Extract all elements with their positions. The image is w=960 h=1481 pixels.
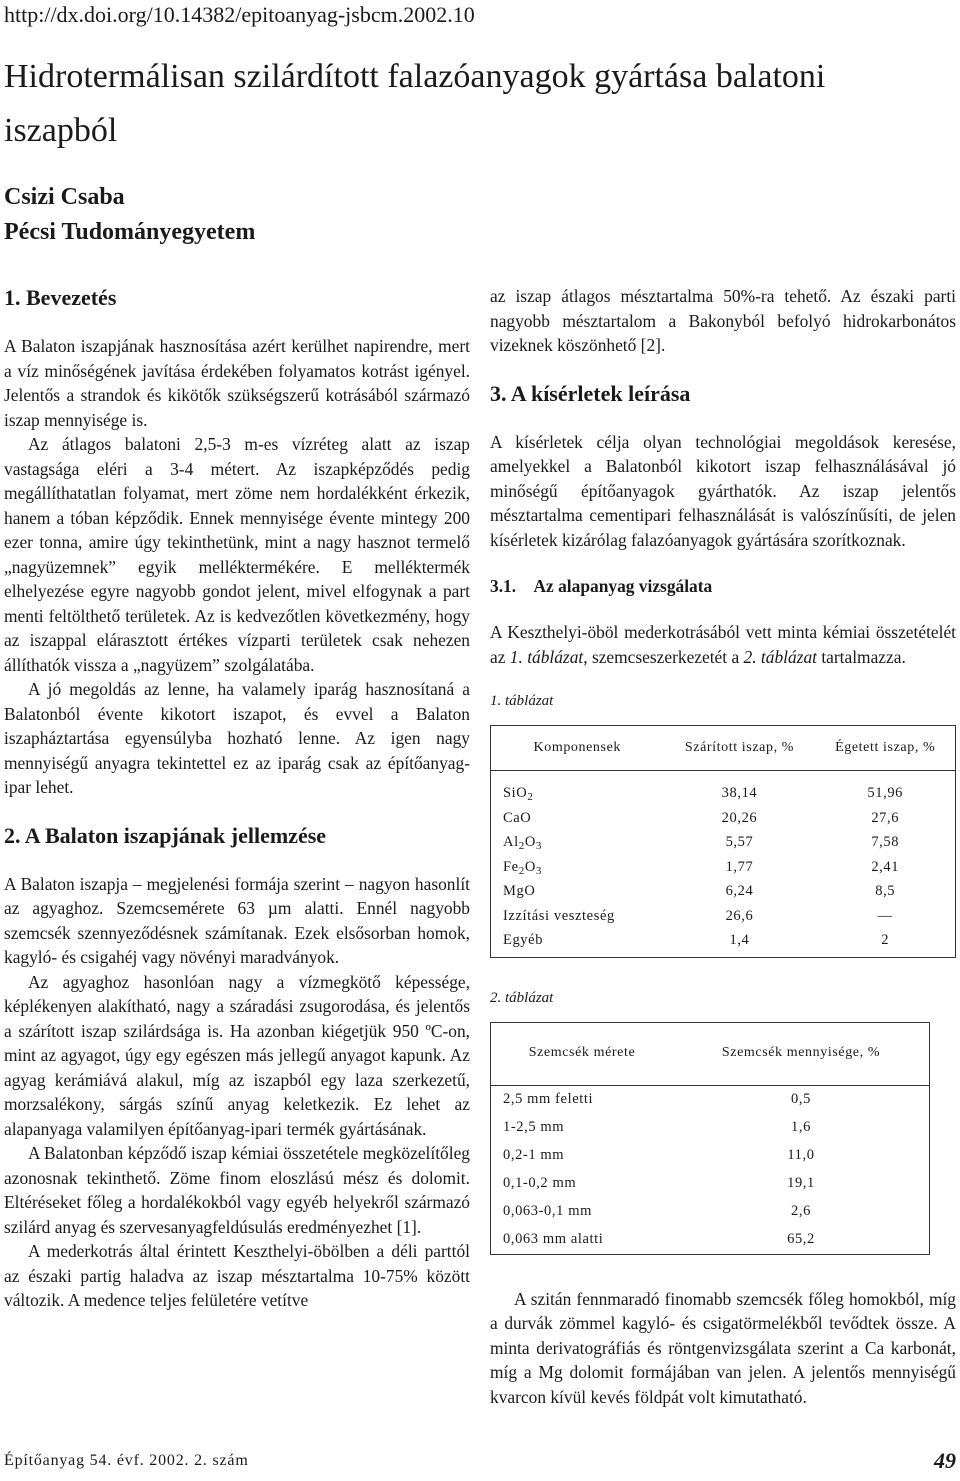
dried-value-cell: 20,26	[721, 809, 758, 826]
paragraph: A jó megoldás az lenne, ha valamely iparág hasznosítaná a Balatonból évente kikotort iszapot, és evvel a Balaton iszapháztartása egyensúlyba hozható lenne. Az igen nagy mennyiségű anyagra tekintettel ez az iparág csak az építőanyag-ipar lehet.	[4, 679, 470, 797]
table-row	[491, 1085, 930, 1114]
right-column	[490, 284, 956, 1409]
fired-value-cell: 51,96	[815, 771, 955, 806]
section-heading-characterization: 2. A Balaton iszapjának jellemzése	[4, 822, 327, 848]
section-heading-introduction: 1. Bevezetés	[4, 285, 117, 310]
fired-value-cell: 27,6	[815, 806, 955, 831]
page-number: 49	[934, 1448, 956, 1473]
table-row	[491, 1142, 930, 1170]
paragraph: A Balaton iszapja – megjelenési formája szerint – nagyon hasonlít az agyaghoz. Szemcsemérete 63 µm alatti. Ennél nagyobb szemcsék szennyeződésnek számítanak. Ezek elsősorban homok, kagyló- és csigahéj vagy növényi maradványok.	[4, 873, 470, 967]
table-row	[491, 771, 956, 806]
table-row	[491, 928, 956, 957]
size-cell: 0,063-0,1 mm	[491, 1198, 673, 1226]
table-row	[491, 904, 956, 929]
doi-link[interactable]: http://dx.doi.org/10.14382/epitoanyag-jsbcm.2002.10	[4, 2, 475, 27]
amount-cell: 1,6	[673, 1114, 930, 1142]
dried-value-cell: 1,77	[725, 858, 754, 875]
table-header: Égetett iszap, %	[815, 726, 955, 771]
dried-value-cell: 1,4	[664, 928, 816, 957]
table-row	[491, 879, 956, 904]
subsection-heading-raw-material	[490, 574, 956, 598]
article-title: Hidrotermálisan szilárdított falazóanyagok gyártása balatoni iszapból	[4, 58, 826, 149]
chemical-composition-table	[490, 725, 956, 958]
author-name: Csizi Csaba	[4, 184, 125, 210]
size-cell: 2,5 mm feletti	[491, 1085, 673, 1114]
fired-value-cell: 8,5	[815, 879, 955, 904]
table-reference: 1. táblázat,	[509, 646, 588, 667]
size-cell: 1-2,5 mm	[491, 1114, 673, 1142]
amount-cell: 19,1	[673, 1170, 930, 1198]
size-cell: 0,2-1 mm	[491, 1142, 673, 1170]
table-row	[491, 1198, 930, 1226]
paragraph: A kísérletek célja olyan technológiai megoldások keresése, amelyekkel a Balatonból kikotort iszap felhasználásával jó minőségű építőanyagok gyárthatók. Az iszap jelentős mésztartalma cementipari felhasználását is valószínűsíti, de jelen kísérletek kizárólag falazóanyagok gyártására szorítkoznak.	[490, 431, 956, 550]
section-heading-experiments: 3. A kísérletek leírása	[490, 380, 691, 406]
paragraph: A mederkotrás által érintett Keszthelyi-öbölben a déli parttól az északi partig haladva az iszap mésztartalma 10-75% között változik. A medence teljes felületére vetítve	[4, 1241, 470, 1310]
dried-value-cell: 26,6	[725, 907, 754, 924]
dried-value-cell: 6,24	[725, 883, 754, 899]
table-reference: 2. táblázat	[743, 646, 817, 667]
table-header: Szemcsék mérete	[491, 1022, 673, 1085]
subsection-number: 3.1.	[490, 576, 517, 596]
table-row	[491, 855, 956, 880]
table-row	[491, 1114, 930, 1142]
fired-value-cell: 7,58	[815, 830, 955, 855]
size-cell: 0,1-0,2 mm	[491, 1170, 673, 1198]
component-cell: $Fe_2O_3$	[491, 855, 664, 880]
subsection-title: Az alapanyag vizsgálata	[533, 576, 713, 596]
text-run: tartalmazza.	[816, 646, 906, 667]
text-run: A Keszthelyi-öböl mederkotrásából vett minta kémiai összetételét az	[490, 622, 956, 667]
author-affiliation: Pécsi Tudományegyetem	[4, 219, 256, 245]
dried-value-cell: 5,57	[725, 834, 754, 850]
size-cell: 0,063 mm alatti	[491, 1226, 673, 1255]
paragraph: A Balaton iszapjának hasznosítása azért kerülhet napirendre, mert a víz minőségének javítása érdekében folyamatos kotrást igényel. Jelentős a strandok és kikötők szükségszerű kotrásából származó iszap mennyisége is.	[4, 336, 470, 430]
paragraph: Az átlagos balatoni 2,5-3 m-es vízréteg alatt az iszap vastagsága eléri a 3-4 métert. Az iszapképződés pedig megállíthatatlan folyamat, mert zöme nem hordalékként érkezik, hanem a tóban képződik. Ennek mennyisége évente mintegy 200 ezer tonna, amire úgy tekinthetünk, mint a nagy hasznot termelő „nagyüzemnek” egyik melléktermékére. E melléktermék elhelyezése egyre nagyobb gondot jelent, mivel elfogynak a part menti feltölthető területek. Az is kedvezőtlen következmény, hogy az iszappal elárasztott értékes vízparti területek csak nehezen állíthatók vissza a „nagyüzem” szolgálatába.	[4, 434, 470, 675]
amount-cell: 11,0	[673, 1142, 930, 1170]
amount-cell: 0,5	[673, 1085, 930, 1114]
text-run: szemcseszerkezetét a	[587, 646, 744, 667]
paragraph: Az agyaghoz hasonlóan nagy a vízmegkötő képessége, képlékenyen alakítható, nagy a száradási zsugorodása, és jelentős a szárított iszap szilárdsága is. Ha azonban kiégetjük 950 ºC-on, mint az agyagot, úgy egy egészen más jellegű anyagot kapunk. Az agyag kerámiává alakul, míg az iszapból egy laza szerkezetű, morzsalékony, sárgás színű anyag keletkezik. Ez lehet az alapanyaga valamilyen építőanyag-ipari termék gyártásának.	[4, 971, 470, 1139]
paragraph: A szitán fennmaradó finomabb szemcsék főleg homokból, míg a durvák zömmel kagyló- és csigatörmelékből tevődtek össze. A minta derivatográfiás és röntgenvizsgálata szerint a Ca karbonát, míg a Mg dolomit formájában van jelen. A jelentős mennyiségű kvarcon kívül kevés földpát volt kimutatható.	[490, 1288, 956, 1407]
fired-value-cell: 2,41	[815, 855, 955, 880]
table-row	[491, 1226, 930, 1255]
table2-caption: 2. táblázat	[490, 989, 554, 1006]
component-cell: Egyéb	[491, 928, 664, 957]
table-header: Komponensek	[491, 726, 664, 771]
paragraph: az iszap átlagos mésztartalma 50%-ra tehető. Az északi parti nagyobb mésztartalom a Bakonyból befolyó hidrokarbonátos vizeknek köszönhető [2].	[490, 286, 956, 355]
left-column	[4, 284, 470, 1313]
paragraph	[490, 620, 956, 669]
table-row	[491, 1170, 930, 1198]
fired-value-cell: —	[815, 904, 955, 929]
amount-cell: 65,2	[673, 1226, 930, 1255]
component-cell: SiO$_2$	[491, 771, 664, 806]
table-row	[491, 806, 956, 831]
dried-value-cell: 38,14	[721, 785, 758, 801]
component-cell: CaO	[491, 806, 664, 831]
component-cell: $Al_2O_3$	[491, 830, 664, 855]
journal-footer: Építőanyag 54. évf. 2002. 2. szám	[4, 1452, 249, 1469]
component-cell: Izzítási veszteség	[491, 904, 664, 929]
amount-cell: 2,6	[673, 1198, 930, 1226]
grain-size-table	[490, 1022, 930, 1255]
table-header: Szárított iszap, %	[664, 726, 816, 771]
paragraph: A Balatonban képződő iszap kémiai összetétele megközelítőleg azonosnak tekinthető. Zöme finom eloszlású mész és dolomit. Eltéréseket főleg a hordalékokból vagy egyéb helyekről származó szilárd anyag és szervesanyagfeldúsulás eredményezhet [1].	[4, 1143, 470, 1237]
table-header: Szemcsék mennyisége, %	[673, 1022, 930, 1085]
table-row	[491, 830, 956, 855]
fired-value-cell: 2	[815, 928, 955, 957]
component-cell: MgO	[491, 879, 664, 904]
table1-caption: 1. táblázat	[490, 693, 554, 709]
